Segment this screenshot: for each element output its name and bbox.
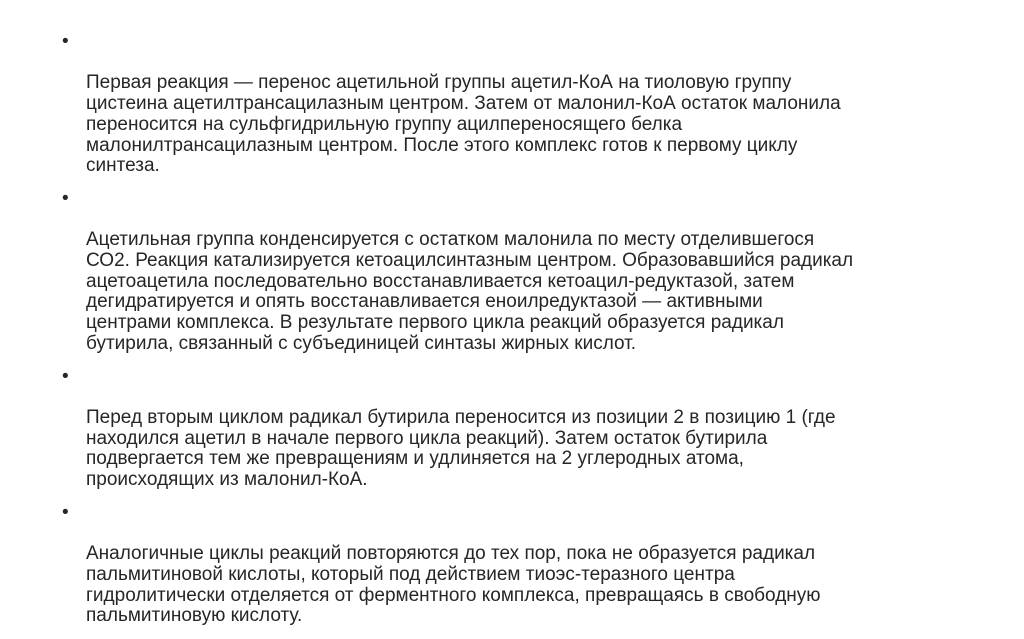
bullet-dot-icon: • bbox=[62, 365, 69, 387]
bullet-text: Перед вторым циклом радикал бутирила переносится из позиции 2 в позицию 1 (где находился ацетил в начале первого цикла реакций). Затем остаток бутирила подвергается тем же превращениям и удлиняется на 2 углеродных атома, происходящих из малонил-КоА. bbox=[86, 406, 836, 491]
bullet-text: Первая реакция — перенос ацетильной группы ацетил-КоА на тиоловую группу цистеина ацетилтрансацилазным центром. Затем от малонил-КоА остаток малонила переносится на сульфгидрильную группу ацилпереносящего белка малонилтрансацилазным центром. После этого комплекс готов к первому циклу синтеза. bbox=[86, 72, 841, 177]
bullet-dot-icon: • bbox=[62, 187, 69, 209]
bullet-dot-icon: • bbox=[62, 31, 69, 52]
bullet-item-3 bbox=[62, 367, 962, 491]
bullet-text: Аналогичные циклы реакций повторяются до тех пор, пока не образуется радикал пальмитиновой кислоты, который под действием тиоэс-теразного центра гидролитически отделяется от ферментного комплекса, превращаясь в свободную пальмитиновую кислоту. bbox=[86, 543, 821, 627]
bullet-dot-icon: • bbox=[62, 501, 69, 523]
bullet-text: Ацетильная группа конденсируется с остатком малонила по месту отделившегося СО2. Реакция катализируется кетоацилсинтазным центром. Образовавшийся радикал ацетоацетила последовательно восстанавливается кетоацил-редуктазой, затем дегидратируется и опять восстанавливается еноилредуктазой — активными центрами комплекса. В результате первого цикла реакций образуется радикал бутирила, связанный с субъединицей синтазы жирных кислот. bbox=[86, 229, 854, 354]
bullet-item-2 bbox=[62, 189, 962, 355]
bullet-list bbox=[62, 32, 962, 639]
bullet-item-4 bbox=[62, 503, 962, 627]
bullet-item-1 bbox=[62, 32, 962, 177]
